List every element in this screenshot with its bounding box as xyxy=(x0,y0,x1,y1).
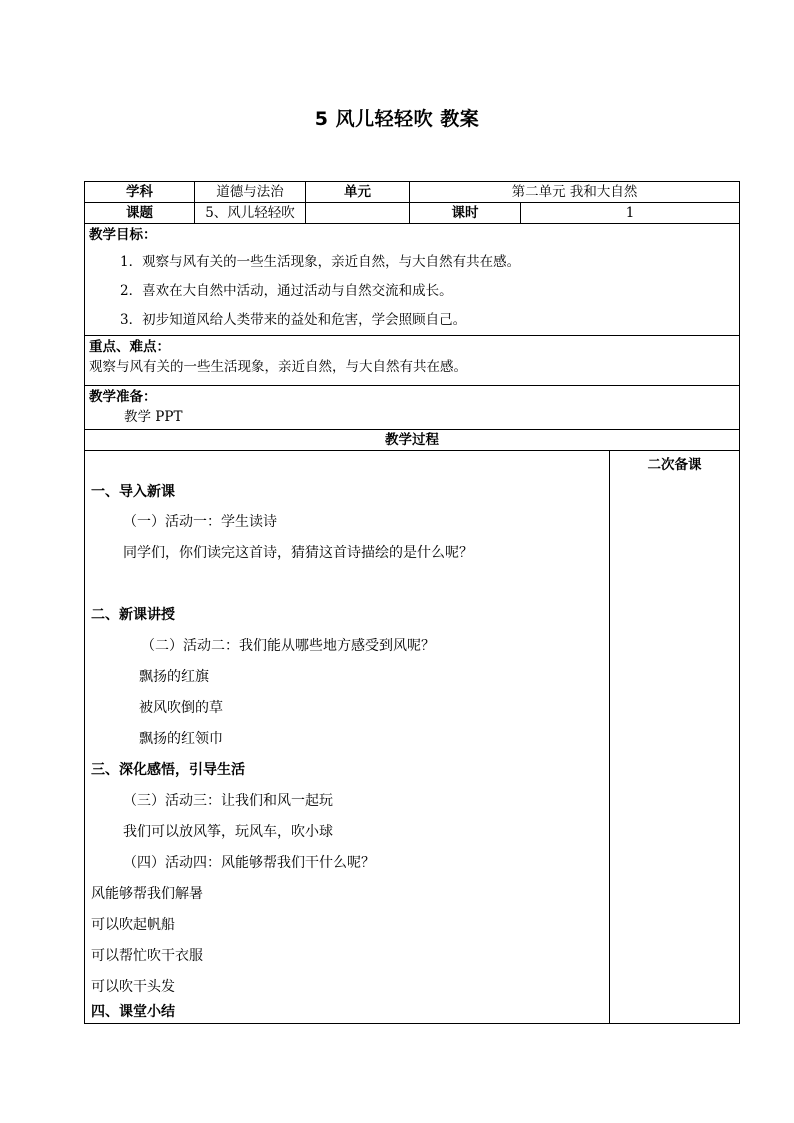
process-line: 飘扬的红旗 xyxy=(139,669,209,685)
process-line: （四）活动四：风能够帮我们干什么呢？ xyxy=(123,855,375,871)
goals-row xyxy=(85,224,740,336)
process-line: （一）活动一：学生读诗 xyxy=(123,514,277,530)
process-line: （三）活动三：让我们和风一起玩 xyxy=(123,793,333,809)
process-body-row xyxy=(85,451,740,1024)
lesson-plan-table xyxy=(84,181,740,1024)
process-line: 可以吹干头发 xyxy=(91,979,175,995)
unit-label: 单元 xyxy=(306,182,410,203)
preparation-label: 教学准备： xyxy=(89,389,157,405)
process-heading: 三、深化感悟，引导生活 xyxy=(91,762,245,778)
process-heading: 一、导入新课 xyxy=(91,484,175,500)
second-prep-column xyxy=(610,451,740,1024)
goal-item: 2．喜欢在大自然中活动，通过活动与自然交流和成长。 xyxy=(120,283,453,299)
preparation-text: 教学 PPT xyxy=(124,409,183,425)
key-points-label: 重点、难点： xyxy=(89,339,170,355)
topic-label: 课题 xyxy=(85,203,195,224)
process-content xyxy=(85,451,610,1024)
topic-row xyxy=(85,203,740,224)
period-label: 课时 xyxy=(410,203,521,224)
process-line: 同学们，你们读完这首诗，猜猜这首诗描绘的是什么呢？ xyxy=(123,545,473,561)
second-prep-label: 二次备课 xyxy=(647,457,702,473)
unit-value: 第二单元 我和大自然 xyxy=(410,182,740,203)
subject-label: 学科 xyxy=(85,182,195,203)
goal-item: 1．观察与风有关的一些生活现象，亲近自然，与大自然有共在感。 xyxy=(120,254,521,270)
process-header-row xyxy=(85,430,740,451)
process-heading: 四、课堂小结 xyxy=(91,1004,175,1020)
goal-item: 3．初步知道风给人类带来的益处和危害，学会照顾自己。 xyxy=(120,312,467,328)
process-header: 教学过程 xyxy=(85,430,740,451)
subject-row xyxy=(85,182,740,203)
process-line: 飘扬的红领巾 xyxy=(139,731,223,747)
process-line: 风能够帮我们解暑 xyxy=(91,886,203,902)
page-title: 5 风儿轻轻吹 教案 xyxy=(314,108,480,130)
process-heading: 二、新课讲授 xyxy=(91,607,175,623)
process-line: 可以帮忙吹干衣服 xyxy=(91,948,203,964)
subject-value: 道德与法治 xyxy=(195,182,306,203)
key-points-row xyxy=(85,336,740,386)
period-value: 1 xyxy=(521,203,740,224)
preparation-row xyxy=(85,386,740,430)
topic-value: 5、风儿轻轻吹 xyxy=(195,203,306,224)
key-points-text: 观察与风有关的一些生活现象，亲近自然，与大自然有共在感。 xyxy=(89,359,467,375)
process-line: 我们可以放风筝，玩风车，吹小球 xyxy=(123,824,333,840)
process-line: 可以吹起帆船 xyxy=(91,917,175,933)
process-line: 被风吹倒的草 xyxy=(139,700,223,716)
goals-label: 教学目标： xyxy=(89,227,157,243)
process-line: （二）活动二：我们能从哪些地方感受到风呢？ xyxy=(141,638,435,654)
